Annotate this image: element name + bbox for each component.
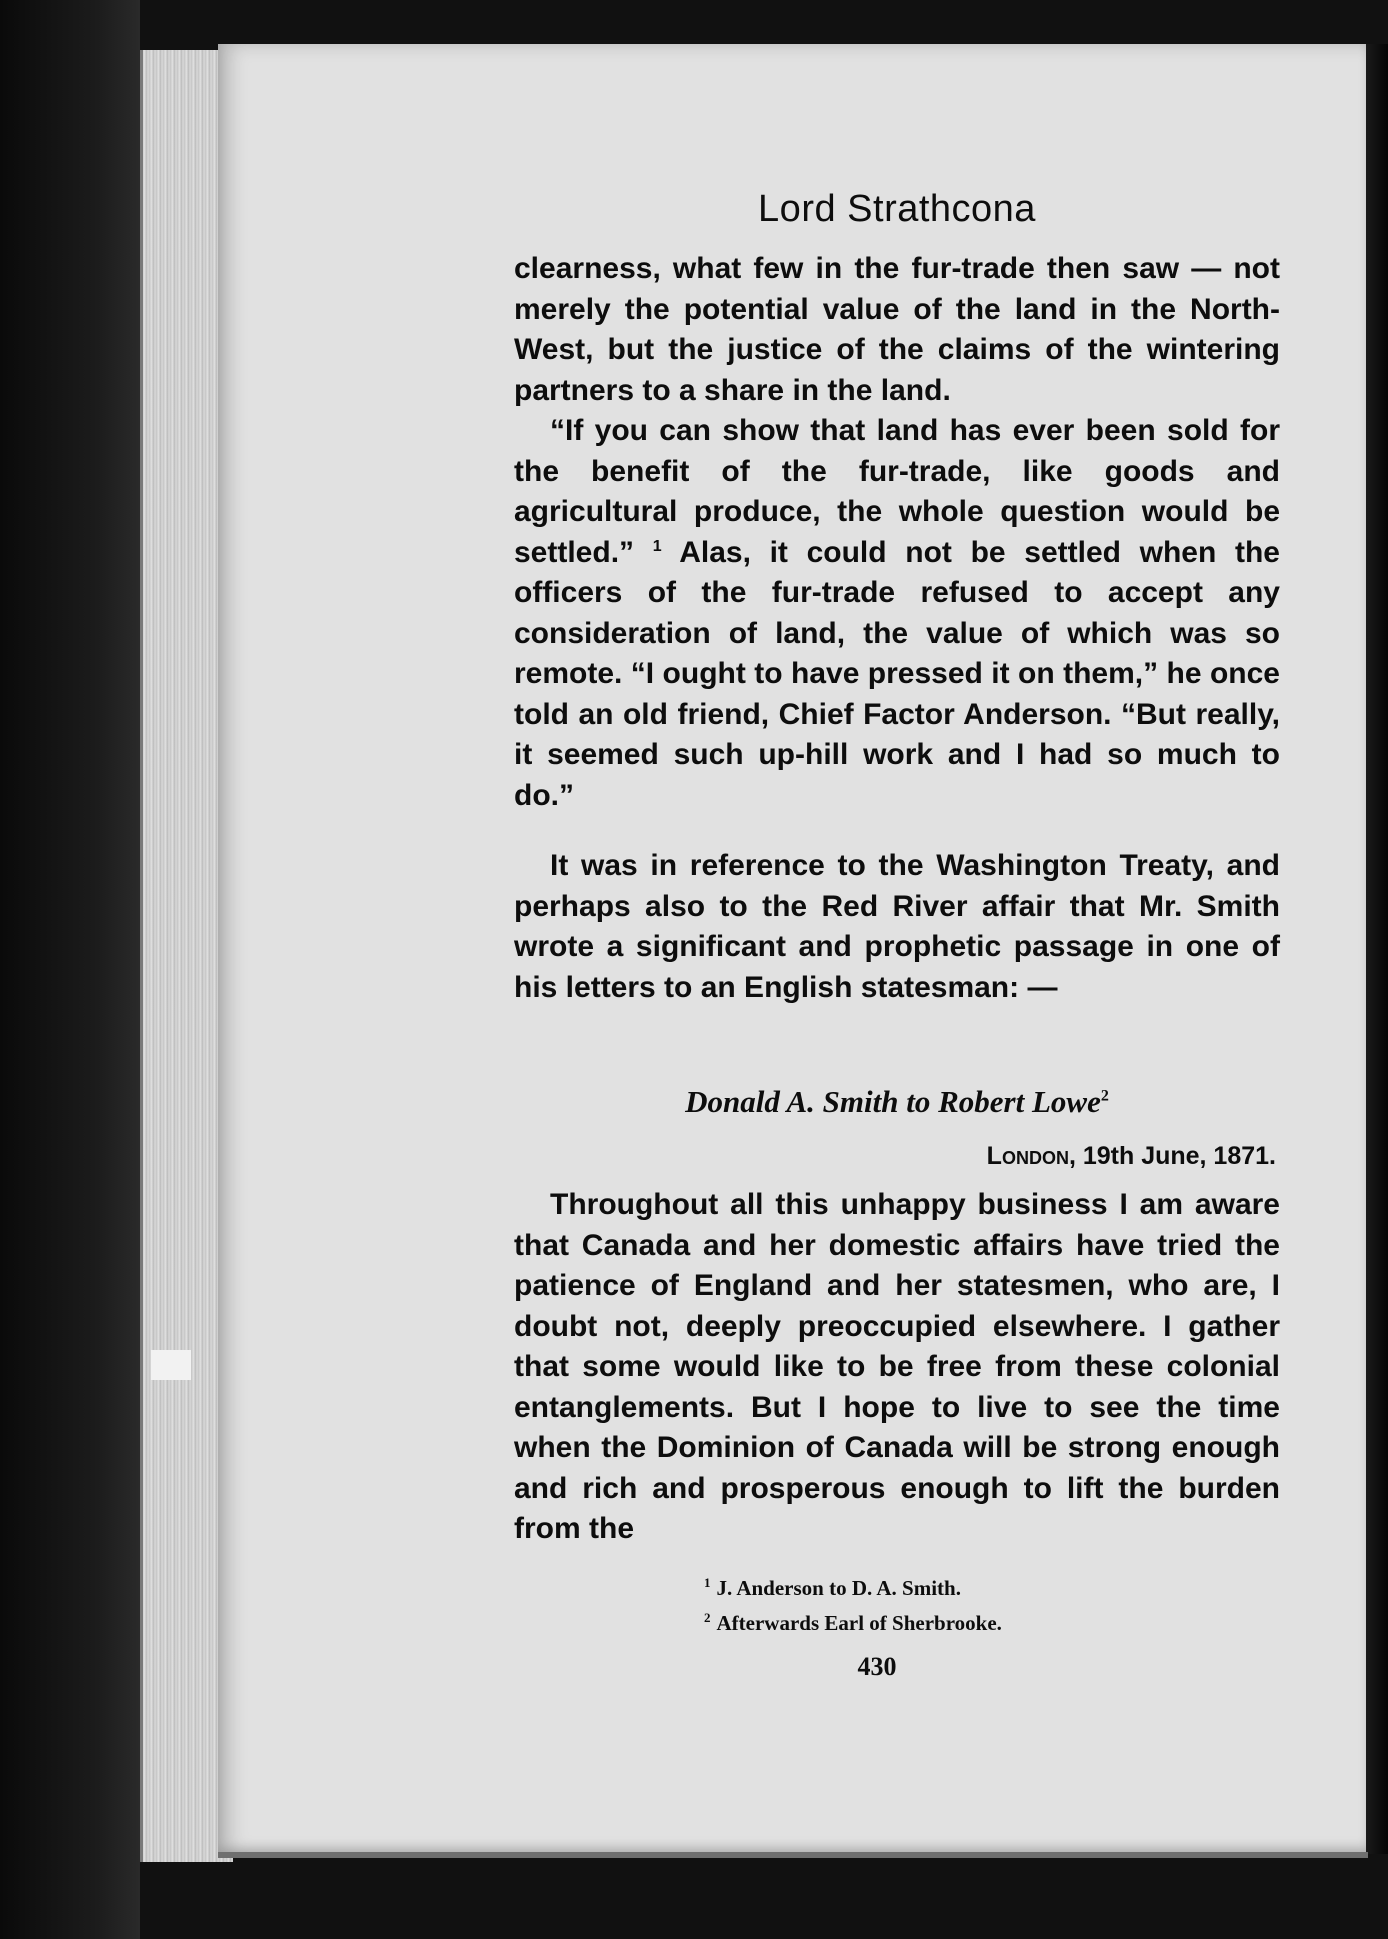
scan-background-left: [0, 0, 140, 1939]
page-number: 430: [857, 1651, 897, 1681]
paragraph-3-text: Alas, it could not be settled when the officers of the fur-trade refused to accept any consideration of land, the value of which was so remote. “I ought to have pressed it on them,” he once told an old friend, Chief Factor Anderson. “But really, it seemed such up-hill work and I had so much to do.”: [514, 535, 1280, 812]
letter-heading-text: Donald A. Smith to Robert Lowe: [685, 1084, 1101, 1119]
footnote-2-text: Afterwards Earl of Sherbrooke.: [716, 1610, 1002, 1635]
footnote-2-mark: 2: [704, 1609, 711, 1625]
footnote-1-mark: 1: [704, 1574, 711, 1590]
paragraph-2-text: “If you can show that land has ever been sold for the benefit of the fur-trade, like goods and agricultural produce, the whole question would be settled.”: [514, 414, 1280, 569]
page-bottom-edge: [218, 1852, 1368, 1858]
page-content: [514, 188, 1280, 1682]
dateline-date: 19th June, 1871.: [1082, 1142, 1276, 1170]
running-head: Lord Strathcona: [758, 188, 1036, 230]
footnotes: [514, 1568, 1280, 1638]
scan-background-right: [1366, 44, 1388, 1854]
letter-heading: [514, 1084, 1280, 1120]
paragraph-2: [514, 411, 1280, 816]
letter-dateline: [514, 1142, 1280, 1171]
dateline-place: London,: [986, 1142, 1076, 1170]
letter-body: Throughout all this unhappy business I am aware that Canada and her domestic affairs have tried the patience of England and her statesmen, who are, I doubt not, deeply preoccupied elsewhere. I gather that some would like to be free from these colonial entanglements. But I hope to live to see the time when the Dominion of Canada will be strong enough and rich and prosperous enough to lift the burden from the: [514, 1188, 1280, 1545]
footnote-ref-1: 1: [652, 537, 662, 555]
footnote-2: [704, 1603, 1280, 1638]
paragraph-4: It was in reference to the Washington Treaty, and perhaps also to the Red River affair that Mr. Smith wrote a significant and prophetic passage in one of his letters to an English statesman: —: [514, 849, 1280, 1004]
footnote-1: [704, 1568, 1280, 1603]
paragraph-1: clearness, what few in the fur-trade then saw — not merely the potential value of the land in the North-West, but the justice of the claims of the wintering partners to a share in the land.: [514, 252, 1280, 407]
footnote-ref-2: 2: [1100, 1087, 1109, 1105]
footnote-1-text: J. Anderson to D. A. Smith.: [716, 1575, 961, 1600]
